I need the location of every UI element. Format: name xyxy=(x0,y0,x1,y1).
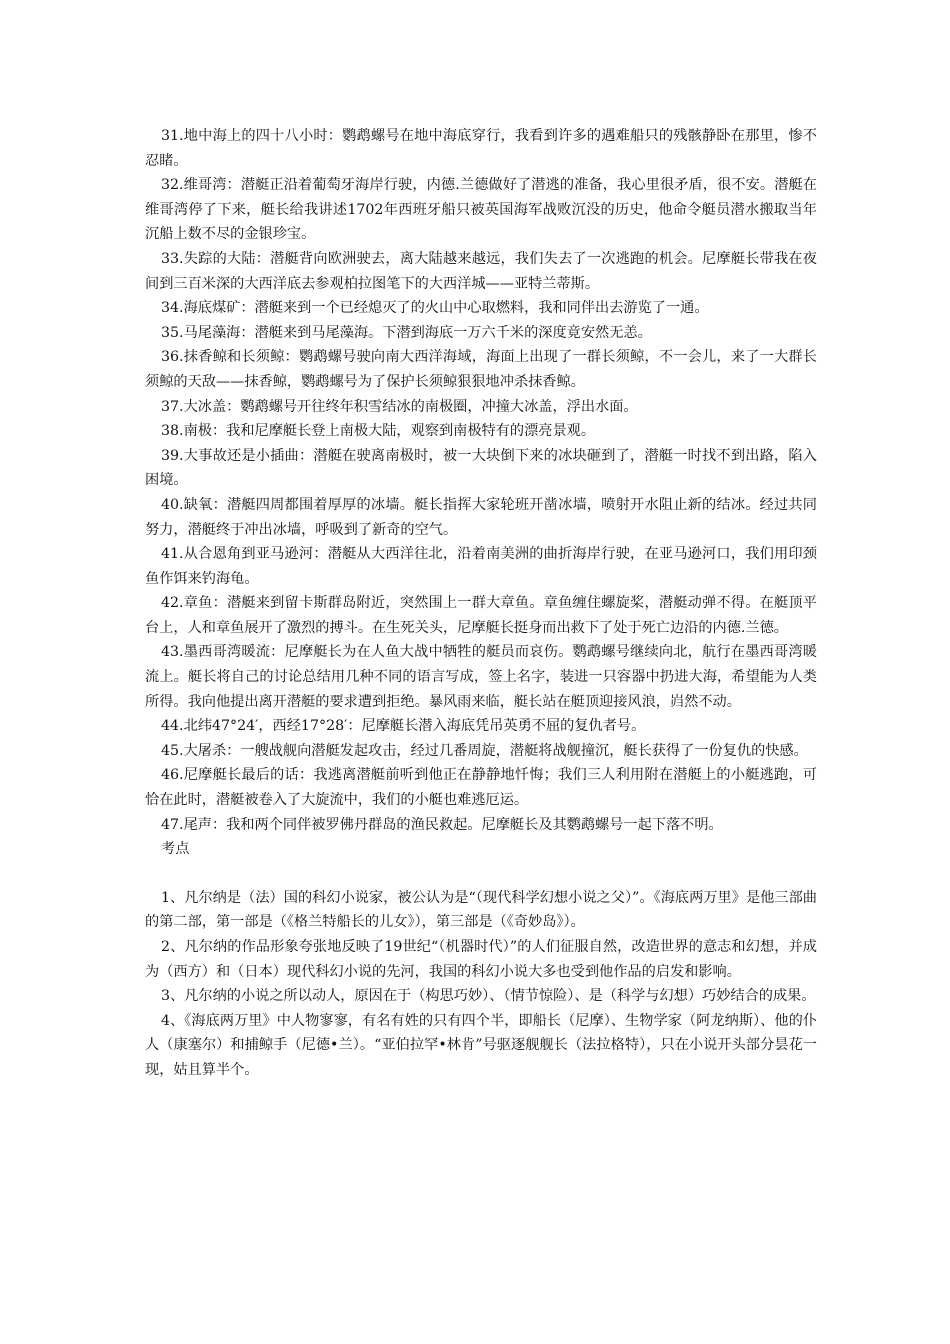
summary-item-34: 34.海底煤矿：潜艇来到一个已经熄灭了的火山中心取燃料，我和同伴出去游览了一通。 xyxy=(161,300,709,317)
summary-item-35: 35.马尾藻海：潜艇来到马尾藻海。下潜到海底一万六千米的深度竟安然无恙。 xyxy=(161,324,652,341)
summary-item-36: 36.抹香鲸和长须鲸：鹦鹉螺号驶向南大西洋海域，海面上出现了一群长须鲸，不一会儿，来了一大群长须鲸的天敌——抹香鲸，鹦鹉螺号为了保护长须鲸狠狠地冲杀抹香鲸。 xyxy=(145,349,817,390)
summary-item-33: 33.失踪的大陆：潜艇背向欧洲驶去，离大陆越来越远，我们失去了一次逃跑的机会。尼摩艇长带我在夜间到三百米深的大西洋底去参观柏拉图笔下的大西洋城——亚特兰蒂斯。 xyxy=(145,250,817,292)
summary-item-32: 32.维哥湾：潜艇正沿着葡萄牙海岸行驶，内德.兰德做好了潜逃的准备，我心里很矛盾，很不安。潜艇在维哥湾停了下来，艇长给我讲述1702年西班牙船只被英国海军战败沉没的历史，他命令艇员潜水搬取当年沉船上数不尽的金银珍宝。 xyxy=(145,177,817,243)
summary-item-45: 45.大屠杀：一艘战舰向潜艇发起攻击，经过几番周旋，潜艇将战舰撞沉，艇长获得了一份复仇的快感。 xyxy=(161,742,808,759)
summary-item-43: 43.墨西哥湾暖流：尼摩艇长为在人鱼大战中牺牲的艇员而哀伤。鹦鹉螺号继续向北，航行在墨西哥湾暖流上。艇长将自己的讨论总结用几种不同的语言写成，签上名字，装进一只容器中扔进大海，希望能为人类所得。我向他提出离开潜艇的要求遭到拒绝。暴风雨来临，艇长站在艇顶迎接风浪，岿然不动。 xyxy=(145,644,817,710)
summary-item-39: 39.大事故还是小插曲：潜艇在驶离南极时，被一大块倒下来的冰块砸到了，潜艇一时找不到出路，陷入困境。 xyxy=(145,447,817,489)
exam-item-4: 4、《海底两万里》中人物寥寥，有名有姓的只有四个半，即船长（尼摩）、生物学家（阿龙纳斯）、他的仆人（康塞尔）和捕鲸手（尼德•兰）。“亚伯拉罕•林肯”号驱逐舰舰长（法拉格特），只在小说开头部分昙花一现，姑且算半个。 xyxy=(145,1012,817,1078)
exam-points-heading: 考点 xyxy=(161,841,190,858)
summary-item-38: 38.南极：我和尼摩艇长登上南极大陆，观察到南极特有的漂亮景观。 xyxy=(161,423,596,440)
summary-item-44: 44.北纬47°24′，西经17°28′：尼摩艇长潜入海底凭吊英勇不屈的复仇者号。 xyxy=(161,718,646,735)
exam-item-2: 2、凡尔纳的作品形象夸张地反映了19世纪“（机器时代）”的人们征服自然，改造世界的意志和幻想，并成为（西方）和（日本）现代科幻小说的先河，我国的科幻小说大多也受到他作品的启发和影响。 xyxy=(145,939,817,980)
summary-item-42: 42.章鱼：潜艇来到留卡斯群岛附近，突然围上一群大章鱼。章鱼缠住螺旋桨，潜艇动弹不得。在艇顶平台上，人和章鱼展开了激烈的搏斗。在生死关头，尼摩艇长挺身而出救下了处于死亡边沿的内德.兰德。 xyxy=(145,595,817,636)
exam-item-3: 3、凡尔纳的小说之所以动人，原因在于（构思巧妙）、（情节惊险）、是（科学与幻想）巧妙结合的成果。 xyxy=(161,988,816,1005)
document-page xyxy=(145,124,817,1083)
summary-item-37: 37.大冰盖：鹦鹉螺号开往终年积雪结冰的南极圈，冲撞大冰盖，浮出水面。 xyxy=(161,398,638,415)
summary-item-41: 41.从合恩角到亚马逊河：潜艇从大西洋往北，沿着南美洲的曲折海岸行驶，在亚马逊河口，我们用印颈鱼作饵来钓海龟。 xyxy=(145,546,817,587)
section-gap xyxy=(145,862,817,886)
summary-item-40: 40.缺氧：潜艇四周都围着厚厚的冰墙。艇长指挥大家轮班开凿冰墙，喷射开水阻止新的结冰。经过共同努力，潜艇终于冲出冰墙，呼吸到了新奇的空气。 xyxy=(145,496,817,538)
exam-item-1: 1、凡尔纳是（法）国的科幻小说家，被公认为是“（现代科学幻想小说之父）”。《海底两万里》是他三部曲的第二部，第一部是（《格兰特船长的儿女》），第三部是（《奇妙岛》）。 xyxy=(145,889,817,931)
summary-item-46: 46.尼摩艇长最后的话：我逃离潜艇前听到他正在静静地忏悔；我们三人利用附在潜艇上的小艇逃跑，可恰在此时，潜艇被卷入了大旋流中，我们的小艇也难逃厄运。 xyxy=(145,767,817,809)
summary-item-31: 31.地中海上的四十八小时：鹦鹉螺号在地中海底穿行，我看到许多的遇难船只的残骸静卧在那里，惨不忍睹。 xyxy=(145,128,817,169)
summary-item-47: 47.尾声：我和两个同伴被罗佛丹群岛的渔民救起。尼摩艇长及其鹦鹉螺号一起下落不明。 xyxy=(161,816,723,833)
